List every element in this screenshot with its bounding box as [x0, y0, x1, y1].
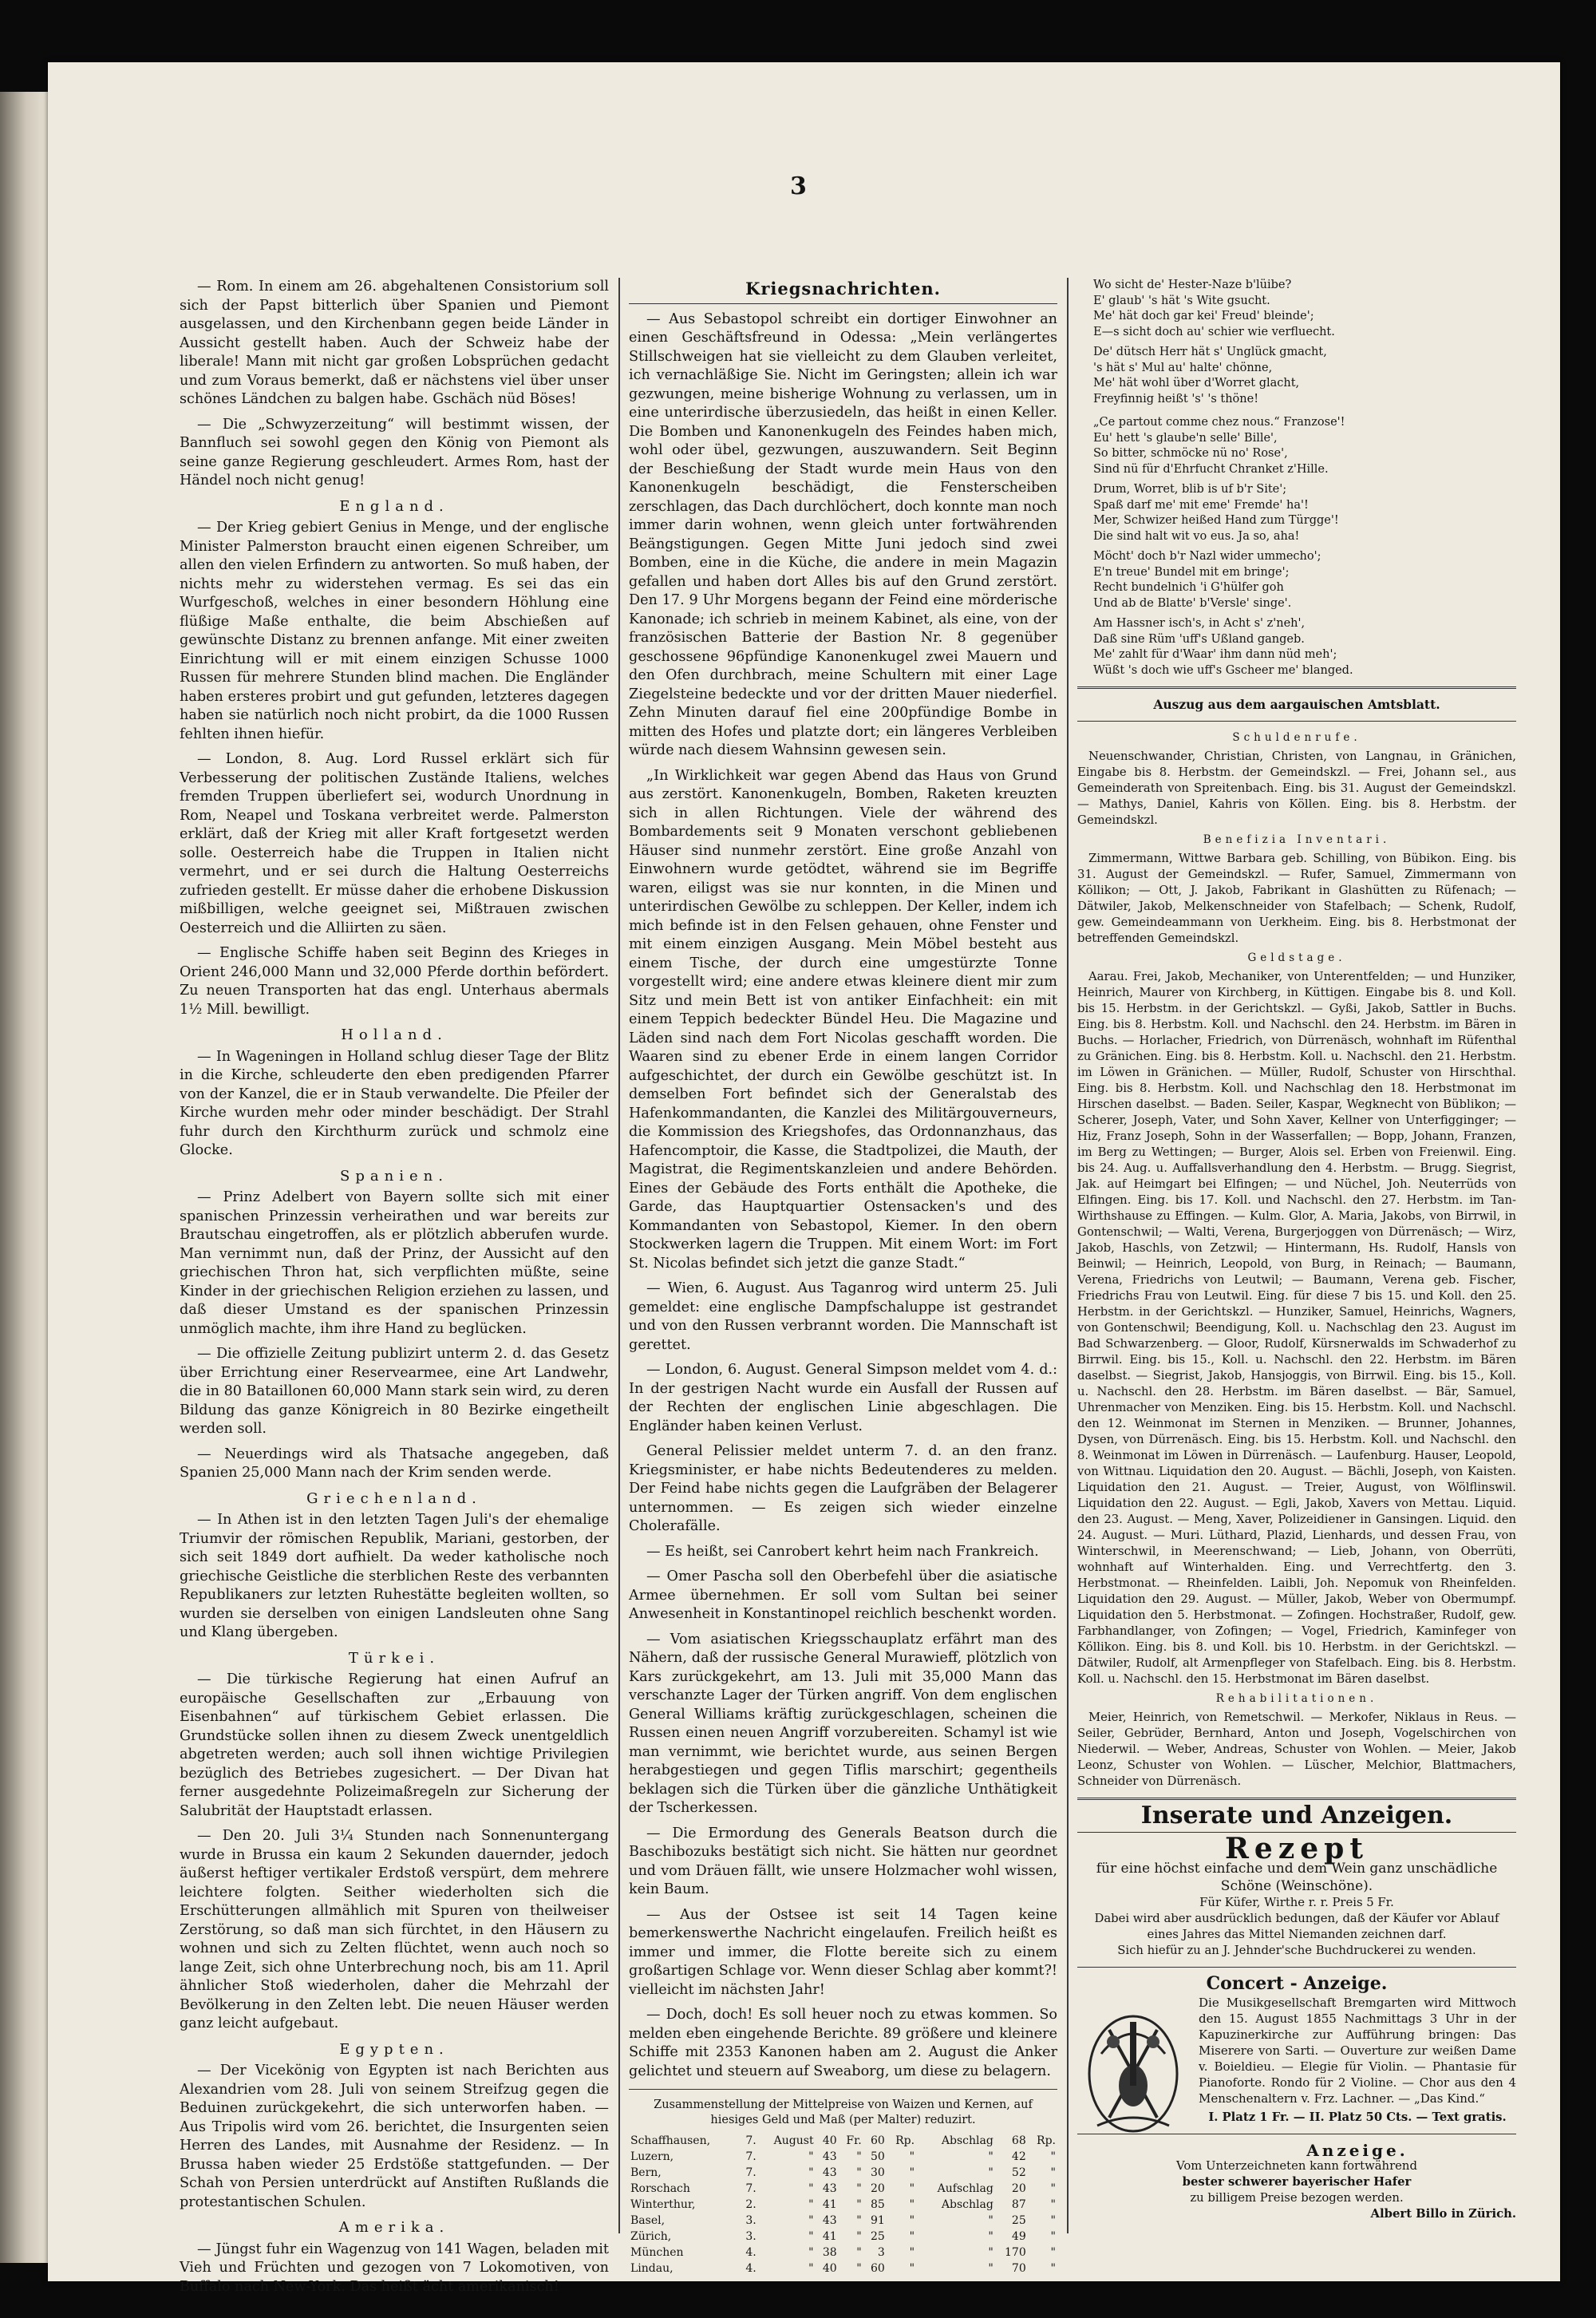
- price-table-cell: 25: [1011, 2214, 1026, 2227]
- notice-schuldenrufe: Neuenschwander, Christian, Christen, von Langnau, in Gränichen, Eingabe bis 8. Herbstm. der Gemeindskzl. — Frei, Johann sel., aus Gemeinderath von Spreitenbach. Eing. bis 31. August der Gemeindskzl. — Mathys, Daniel, Kahris von Köllen. Eing. bis 8. Herbstm. der Gemeindskzl.: [1077, 750, 1516, 827]
- price-table-cell: 3.: [745, 2214, 757, 2227]
- poem-stanzas-1: [1093, 278, 1516, 407]
- price-table-caption: Zusammenstellung der Mittelpreise von Waizen und Kernen, auf hiesiges Geld und Maß (per Malter) reduzirt.: [654, 2098, 1033, 2126]
- price-table-cell: ": [1050, 2150, 1056, 2163]
- subheading-benefizia: Benefizia Inventari.: [1203, 833, 1391, 846]
- section-heading-tuerkei: Türkei.: [348, 1649, 440, 1667]
- poem-stanzas-2: [1093, 415, 1516, 678]
- price-table-cell: 50: [870, 2150, 885, 2163]
- article-spanien-2: — Die offizielle Zeitung publizirt unterm 2. d. das Gesetz über Errichtung einer Reservearmee, eine Art Landwehr, die in 80 Bataillonen 60,000 Mann stark sein wird, zu deren Bildung das ganze Königreich in 80 Bezirke eingetheilt werden soll.: [180, 1346, 609, 1437]
- ad-concert-prices: I. Platz 1 Fr. — II. Platz 50 Cts. — Text gratis.: [1208, 2110, 1507, 2124]
- subheading-geldstage: Geldstage.: [1247, 951, 1346, 964]
- price-table-row: [629, 2261, 1057, 2276]
- price-table-row: [629, 2197, 1057, 2213]
- article-egypten: — Der Vicekönig von Egypten ist nach Berichten aus Alexandrien vom 28. Juli von seinem Streifzug gegen die Beduinen zurückgekehrt, die sich unterworfen haben. — Aus Tripolis wird vom 26. berichtet, die Insurgenten seien Herren des Landes, mit Ausnahme der Residenz. — In Brussa haben wieder 25 Erdstöße stattgefunden. — Der Schah von Persien unterdrückt auf Anstiften Rußlands die protestantischen Schulen.: [180, 2063, 609, 2210]
- ad-anzeige-line: Vom Unterzeichneten kann fortwährend: [1176, 2159, 1417, 2173]
- price-table-cell: ": [909, 2246, 915, 2259]
- music-emblem-icon: [1077, 1998, 1189, 2142]
- ad-rezept-line: Sich hiefür zu an J. Jehnder'sche Buchdruckerei zu wenden.: [1117, 1944, 1476, 1957]
- ad-concert-title: Concert - Anzeige.: [1206, 1973, 1388, 1994]
- price-table-cell: 41: [822, 2198, 837, 2211]
- book-spine: [0, 92, 48, 2263]
- price-table-cell: 68: [1011, 2134, 1026, 2147]
- article-sebastopol-2: „In Wirklichkeit war gegen Abend das Haus von Grund aus zerstört. Kanonenkugeln, Bomben, Raketen kreuzten sich in allen Richtungen. Viele der während des Bombardements seit 9 Monaten verschont gebliebenen Häuser sind nunmehr zerstört. Eine große Anzahl von Einwohnern wurde getödtet, während sie im Begriffe waren, eiligst was sie nur konnten, in die Minen und unterirdischen Gewölbe zu schleppen. Der Keller, indem ich mich befinde ist in den Felsen gehauen, ohne Fenster und mit einem einzigen Ausgang. Mein Möbel besteht aus einem Tische, der durch eine umgestürzte Tonne vorgestellt wird; eine andere etwas kleinere dient mir zum Sitz und mein Bett ist von antiker Einfachheit: ein mit einem Teppich bedeckter Bündel Heu. Die Magazine und Läden sind nach dem Fort Nicolas geschafft worden. Die Waaren sind zu ebener Erde in einem langen Corridor aufgeschichtet, der durch ein Gewölbe geschützt ist. In demselben Fort befindet sich der Generalstab des Hafenkommandanten, die Kanzlei des Militärgouverneurs, die Kommission des Kriegshofes, das Ordonnanzhaus, das Hafencomptoir, die Kasse, die Stadtpolizei, die Mauth, der Magistrat, die Regimentskanzleien und andere Behörden. Eines der Gebäude des Forts enthält die Apotheke, die Garde, das Hauptquartier Ostensacken's und des Kommandanten von Sebastopol, Kiemer. In den obern Stockwerken lagern die Truppen. Mit einem Wort: im Fort St. Nicolas befindet sich jetzt die ganze Stadt.“: [629, 767, 1057, 1272]
- ad-rezept-line: für eine höchst einfache und dem Wein ganz unschädliche Schöne (Weinschöne).: [1096, 1861, 1498, 1894]
- price-table-cell: 43: [822, 2214, 837, 2227]
- price-table-cell: 20: [870, 2182, 885, 2195]
- price-table-cell: Winterthur,: [630, 2198, 696, 2211]
- price-table-row: [629, 2213, 1057, 2229]
- notice-benefizia: Zimmermann, Wittwe Barbara geb. Schilling, von Bübikon. Eing. bis 31. August der Gemeindskzl. — Rufer, Samuel, Zimmermann von Köllikon; — Ott, J. Jakob, Fabrikant in Glashütten zu Rüfenach; — Dätwiler, Jakob, Melkenschneider von Stafelbach; — Schenk, Rudolf, gew. Gemeindeammann von Uerkheim. Eing. bis 8. Herbstmonat der betreffenden Gemeindskzl.: [1077, 852, 1516, 945]
- price-table-cell: ": [988, 2166, 994, 2179]
- price-table-cell: ": [856, 2182, 862, 2195]
- price-table-cell: ": [808, 2182, 814, 2195]
- article-pelissier: General Pelissier meldet unterm 7. d. an den franz. Kriegsminister, er habe nichts Bedeutenderes zu melden. Der Feind habe nichts gegen die Laufgräben der Belagerer unternommen. — Es zeigen sich wieder einzelne Cholerafälle.: [629, 1443, 1057, 1534]
- price-table-cell: ": [808, 2150, 814, 2163]
- poem-line: Freyfinnig heißt 's' 's thöne!: [1093, 392, 1259, 405]
- price-table-cell: 4.: [745, 2246, 757, 2259]
- article-rom: — Rom. In einem am 26. abgehaltenen Consistorium soll sich der Papst bitterlich über Spanien und Piemont ausgelassen, und den Kirchenbann gegen beide Länder in Aussicht gestellt haben. Auch der Schweiz habe der liberale! Mann mit nicht gar großen Lobsprüchen gedacht und zum Voraus bemerkt, daß er nächstens viel über unser schönes Ländchen zu balgen habe. Gschäch nüd Böses!: [180, 279, 609, 407]
- price-table-cell: 20: [1011, 2182, 1026, 2195]
- article-england-3: — Englische Schiffe haben seit Beginn des Krieges in Orient 246,000 Mann und 32,000 Pferde dorthin befördert. Zu neuen Transporten hat das engl. Unterhaus abermals 1½ Mill. bewilligt.: [180, 945, 609, 1018]
- section-heading-spanien: Spanien.: [340, 1167, 448, 1185]
- price-table-cell: Abschlag: [941, 2134, 994, 2147]
- poem-line: Spaß darf me' mit eme' Fremde' ha'!: [1093, 498, 1309, 512]
- page-number: 3: [790, 172, 807, 200]
- column-middle: [629, 278, 1057, 2276]
- price-table-row: [629, 2165, 1057, 2181]
- section-heading-amerika: Amerika.: [338, 2219, 450, 2236]
- price-table-cell: ": [909, 2150, 915, 2163]
- poem-line: E—s sicht doch au' schier wie verfluecht.: [1093, 325, 1335, 338]
- price-table-cell: 49: [1011, 2230, 1026, 2243]
- price-table-cell: ": [1050, 2262, 1056, 2275]
- price-table-cell: Basel,: [630, 2214, 666, 2227]
- poem-line: Me' hät doch gar kei' Freud' bleinde';: [1093, 310, 1314, 322]
- price-table-cell: 60: [870, 2262, 885, 2275]
- poem-line: So bitter, schmöcke nü no' Rose',: [1093, 447, 1288, 460]
- ad-anzeige-line: zu billigem Preise bezogen werden.: [1190, 2191, 1404, 2205]
- price-table-cell: 41: [822, 2230, 837, 2243]
- price-table-cell: ": [856, 2230, 862, 2243]
- price-table-cell: ": [1050, 2230, 1056, 2243]
- price-table-cell: 70: [1011, 2262, 1026, 2275]
- poem-line: Wüßt 's doch wie uff's Gscheer me' blanged.: [1093, 663, 1353, 677]
- article-canrobert: — Es heißt, sei Canrobert kehrt heim nach Frankreich.: [646, 1543, 1039, 1560]
- article-england-2: — London, 8. Aug. Lord Russel erklärt sich für Verbesserung der politischen Zustände Italiens, welches fremden Truppen überliefert sei, wodurch Unordnung in Rom, Neapel und Toskana verbreitet werde. Palmerston erklärt, daß der Krieg mit aller Kraft fortgesetzt werden solle. Oesterreich habe die Truppen in Italien nicht vermehrt, und er sei durch die Haltung Oesterreichs zufrieden gestellt. Er müsse daher die erhobene Diskussion mißbilligen, welche geeignet sei, Mißtrauen zwischen Oesterreich und die Alliirten zu säen.: [180, 751, 609, 936]
- price-table-cell: ": [909, 2230, 915, 2243]
- article-tuerkei-2: — Den 20. Juli 3¼ Stunden nach Sonnenuntergang wurde in Brussa ein kaum 2 Sekunden dauernder, jedoch äußerst heftiger vertikaler Erdstoß verspürt, dem mehrere leichtere folgten. Seither wiederholten sich die Erschütterungen allmählich mit Spuren von theilweiser Zerstörung, so daß man sich fürchtet, in den Häusern zu wohnen und sich zu Zelten flüchtet, wenn auch noch so lange Zeit, sich ohne Unterbrechung noch, bis am 11. April ähnlicher Stoß wiederholen, daher die Mehrzahl der Bevölkerung in den Zelten lebt. Die neuen Häuser werden ganz leicht aufgebaut.: [180, 1828, 609, 2031]
- price-table-cell: ": [856, 2150, 862, 2163]
- price-table-cell: 2.: [745, 2198, 757, 2211]
- price-table-cell: 91: [870, 2214, 885, 2227]
- price-table-cell: ": [988, 2246, 994, 2259]
- price-table-cell: 25: [870, 2230, 885, 2243]
- article-beatson: — Die Ermordung des Generals Beatson durch die Baschibozuks bestätigt sich nicht. Sie hätten nur geordnet und vom Dräuen fällt, wie unsere Holzmacher wohl wissen, kein Baum.: [629, 1825, 1057, 1897]
- article-london: — London, 6. August. General Simpson meldet vom 4. d.: In der gestrigen Nacht wurde ein Ausfall der Russen auf der Rechten der englischen Linie abgeschlagen. Die Engländer haben keinen Verlust.: [629, 1362, 1057, 1434]
- divider: [1077, 1798, 1516, 1800]
- newspaper-page: [48, 62, 1560, 2295]
- price-table-cell: ": [988, 2150, 994, 2163]
- divider: [1077, 686, 1516, 689]
- poem-line: Recht bundelnich 'i G'hülfer goh: [1093, 581, 1284, 594]
- price-table-cell: 7.: [745, 2166, 757, 2179]
- price-table-cell: ": [808, 2166, 814, 2179]
- price-table-row: [629, 2133, 1057, 2149]
- article-tuerkei-1: — Die türkische Regierung hat einen Aufruf an europäische Gesellschaften zur „Erbauung von Eisenbahnen“ auf türkischem Gebiet erlassen. Die Grundstücke sollen ihnen zu diesem Zweck unentgeldlich abgetreten werden; auch soll ihnen wichtige Privilegien bezüglich des Betriebes zugesichert. — Der Divan hat ferner ausgedehnte Polizeimaßregeln zur Sicherung der Salubrität der Hauptstadt erlassen.: [180, 1671, 609, 1819]
- article-wien: — Wien, 6. August. Aus Taganrog wird unterm 25. Juli gemeldet: eine englische Dampfschaluppe ist gestrandet und von den Russen verbrannt worden. Die Mannschaft ist gerettet.: [629, 1280, 1057, 1353]
- price-table-cell: Rp.: [895, 2134, 915, 2147]
- price-table-cell: ": [808, 2198, 814, 2211]
- price-table-row: [629, 2245, 1057, 2261]
- poem-line: Am Hassner isch's, in Acht s' z'neh',: [1093, 617, 1306, 630]
- section-heading-egypten: Egypten.: [339, 2040, 449, 2058]
- poem-line: Die sind halt wit vo eus. Ja so, aha!: [1093, 529, 1300, 543]
- poem-line: 's hät s' Mul au' halte' chönne,: [1093, 361, 1273, 374]
- divider: [1077, 721, 1516, 722]
- poem-line: Mer, Schwizer heißed Hand zum Türgge'!: [1093, 514, 1339, 527]
- price-table-cell: ": [856, 2166, 862, 2179]
- price-table-cell: Schaffhausen,: [630, 2134, 711, 2147]
- divider: [629, 2089, 1057, 2090]
- price-table-cell: Zürich,: [630, 2230, 672, 2243]
- poem-line: Daß sine Rüm 'uff's Ußland gangeb.: [1093, 632, 1305, 646]
- section-heading-griechenland: Griechenland.: [306, 1489, 482, 1507]
- price-table-cell: ": [856, 2246, 862, 2259]
- price-table-cell: ": [808, 2214, 814, 2227]
- price-table-cell: ": [909, 2198, 915, 2211]
- price-table-cell: 7.: [745, 2150, 757, 2163]
- price-table-cell: 87: [1011, 2198, 1026, 2211]
- poem-line: Drum, Worret, blib is uf b'r Site';: [1093, 483, 1287, 496]
- price-table-cell: 7.: [745, 2134, 757, 2147]
- ad-concert-body: Die Musikgesellschaft Bremgarten wird Mittwoch den 15. August 1855 Nachmittags 3 Uhr in der Kapuzinerkirche zur Aufführung bringen: Das Miserere von Sarti. — Ouverture zur weißen Dame v. Boieldieu. — Elegie für Violin. — Phantasie für Pianoforte. Rondo für 2 Violine. — Chor aus den 4 Menschenaltern v. Frz. Lachner. — „Das Kind.“: [1199, 1996, 1516, 2106]
- price-table-cell: August: [773, 2134, 814, 2147]
- price-table-cell: ": [856, 2262, 862, 2275]
- price-table-cell: ": [988, 2262, 994, 2275]
- ad-anzeige-title: Anzeige.: [1306, 2141, 1408, 2160]
- price-table-cell: ": [909, 2214, 915, 2227]
- price-table-cell: 42: [1011, 2150, 1026, 2163]
- price-table-cell: Rorschach: [630, 2182, 690, 2195]
- price-table-cell: 52: [1011, 2166, 1026, 2179]
- price-table-cell: 43: [822, 2182, 837, 2195]
- poem-line: Me' hät wohl über d'Worret glacht,: [1093, 377, 1300, 390]
- article-sweaborg: — Doch, doch! Es soll heuer noch zu etwas kommen. So melden eben eingehende Berichte. 89 größere und kleinere Schiffe mit 2353 Kanonen haben am 2. August die Anker gelichtet und steuern auf Sweaborg, um diese zu belagern.: [629, 2007, 1057, 2079]
- article-sebastopol-1: — Aus Sebastopol schreibt ein dortiger Einwohner an einen Geschäftsfreund in Odessa: „Mein verlängertes Stillschweigen hat sie vielleicht zu dem Glauben verleitet, ich vernachläßige Sie. Nicht im Geringsten; allein ich war gezwungen, meine bisherige Wohnung zu verlassen, um in eine unterirdische überzusiedeln, das heißt in einen Keller. Die Bomben und Kanonenkugeln des Feindes haben mich, wohl oder übel, gezwungen, auszuwandern. Seit Beginn der Beschießung der Stadt wurde mein Haus von den Kanonenkugeln beschädigt, die Fensterscheiben zerschlagen, das Dach durchlöchert, doch konnte man noch immer darin wohnen, wenn gleich unter fortwährenden Beängstigungen. Gegen Mitte Juni jedoch sind zwei Bomben, eine in die Küche, die andere in mein Magazin gefallen und haben dort Alles bis auf den Grund zerstört. Den 17. 9 Uhr Morgens begann der Feind eine mörderische Kanonade; ich schrieb in meinem Kabinet, als eine, von der französischen Batterie der Bastion Nr. 8 gegenüber geschossene 96pfündige Kanonenkugel zwei Mauern und den Ofen durchbrach, meine Schultern mit einer Lage Ziegelsteine bedeckte und vor der dritten Mauer niederfiel. Zehn Minuten darauf fiel eine 200pfündige Bombe in mitten des Hofes und platzte dort; ein längeres Verbleiben würde nach diesem Wahnsinn gewesen sein.: [629, 311, 1057, 758]
- price-table-cell: Abschlag: [941, 2198, 994, 2211]
- article-ostsee: — Aus der Ostsee ist seit 14 Tagen keine bemerkenswerthe Nachricht eingelaufen. Freilich heißt es immer und immer, die Flotte bereite sich zu einem großartigen Schlage vor. Wenn dieser Schlag aber kommt?! vielleicht im nächsten Jahr!: [629, 1906, 1057, 1998]
- price-table-cell: ": [1050, 2214, 1056, 2227]
- price-table-cell: 4.: [745, 2262, 757, 2275]
- amtsblatt-heading: Auszug aus dem aargauischen Amtsblatt.: [1153, 697, 1440, 712]
- ad-anzeige-signature: Albert Billo in Zürich.: [1370, 2207, 1516, 2221]
- price-table-cell: ": [1050, 2246, 1056, 2259]
- article-griechenland: — In Athen ist in den letzten Tagen Juli's der ehemalige Triumvir der römischen Republik, Mariani, gestorben, der sich seit 1849 dort aufhielt. Da weder katholische noch griechische Geistliche die sterblichen Reste des verbannten Republikaners zur letzten Ruhestätte begleiten wollten, so wurden sie derselben von einigen Landsleuten ohne Sang und Klang übergeben.: [180, 1512, 609, 1640]
- poem-line: E'n treue' Bundel mit em bringe';: [1093, 565, 1290, 579]
- column-rule-1: [618, 278, 620, 2233]
- price-table: [629, 2133, 1057, 2276]
- section-heading-holland: Holland.: [341, 1026, 448, 1043]
- price-table-cell: ": [856, 2214, 862, 2227]
- price-table-cell: ": [909, 2262, 915, 2275]
- price-table-cell: 170: [1005, 2246, 1026, 2259]
- price-table-cell: ": [856, 2198, 862, 2211]
- poem-line: Und ab de Blatte' b'Versle' singe'.: [1093, 596, 1292, 610]
- poem-line: E' glaub' 's hät 's Wite gsucht.: [1093, 294, 1270, 307]
- price-table-cell: Luzern,: [630, 2150, 674, 2163]
- poem-line: Sind nü für d'Ehrfucht Chranket z'Hille.: [1093, 462, 1329, 476]
- article-omer-pascha: — Omer Pascha soll den Oberbefehl über die asiatische Armee übernehmen. Er soll vom Sultan bei seiner Anwesenheit in Konstantinopel reichlich beschenkt worden.: [629, 1568, 1057, 1622]
- article-schwyzerzeitung: — Die „Schwyzerzeitung“ will bestimmt wissen, der Bannfluch sei sowohl gegen den König von Piemont als seine ganze Regierung geschleudert. Armes Rom, hast der Händel noch nicht genug!: [180, 416, 609, 489]
- price-table-cell: 3.: [745, 2230, 757, 2243]
- price-table-cell: 40: [822, 2262, 837, 2275]
- price-table-cell: 43: [822, 2150, 837, 2163]
- article-amerika: — Jüngst fuhr ein Wagenzug von 141 Wagen, beladen mit Vieh und Früchten und gezogen von 7 Lokomotiven, von Buffalo nach New-York. Das heißt ächt amerikanisch!: [180, 2241, 609, 2295]
- price-table-cell: ": [909, 2182, 915, 2195]
- ad-rezept-line: Für Küfer, Wirthe r. r. Preis 5 Fr.: [1199, 1896, 1394, 1909]
- subheading-rehabilitationen: Rehabilitationen.: [1215, 1692, 1378, 1705]
- poem-line: Möcht' doch b'r Nazl wider ummecho';: [1093, 550, 1321, 563]
- price-table-cell: ": [988, 2230, 994, 2243]
- price-table-cell: 30: [870, 2166, 885, 2179]
- price-table-cell: 85: [870, 2198, 885, 2211]
- price-table-cell: 40: [822, 2134, 837, 2147]
- poem-line: Wo sicht de' Hester-Naze b'lüibe?: [1093, 279, 1292, 291]
- price-table-cell: Bern,: [630, 2166, 662, 2179]
- price-table-cell: ": [988, 2214, 994, 2227]
- price-table-cell: ": [1050, 2182, 1056, 2195]
- price-table-cell: 43: [822, 2166, 837, 2179]
- article-holland: — In Wageningen in Holland schlug dieser Tage der Blitz in die Kirche, schleuderte den eben predigenden Pfarrer von der Kanzel, die er in Staub verwandelte. Die Pfeiler der Kirche wurden mehr oder minder beschädigt. Der Strahl fuhr durch den Kirchthurm zurück und schmolz eine Glocke.: [180, 1048, 609, 1158]
- ad-rezept-title: Rezept: [1225, 1832, 1369, 1865]
- price-table-row: [629, 2229, 1057, 2245]
- ad-rezept-line: Dabei wird aber ausdrücklich bedungen, daß der Käufer vor Ablauf eines Jahres das Mittel Niemanden zeichnen darf.: [1094, 1912, 1499, 1941]
- price-table-cell: ": [1050, 2166, 1056, 2179]
- notice-rehabilitationen: Meier, Heinrich, von Remetschwil. — Merkofer, Niklaus in Reus. — Seiler, Gebrüder, Bernhard, Anton und Joseph, Vogelschirchen von Niederwil. — Weber, Andreas, Schuster von Wohlen. — Meier, Jakob Leonz, Schuster von Wohlen. — Lüscher, Melchior, Blattmachers, Schneider von Dürrenäsch.: [1077, 1711, 1516, 1788]
- poem-line: „Ce partout comme chez nous.“ Franzose'!: [1093, 416, 1345, 429]
- poem-line: De' dütsch Herr hät s' Unglück gmacht,: [1093, 346, 1327, 358]
- price-table-cell: Lindau,: [630, 2262, 674, 2275]
- column-rule-2: [1067, 278, 1069, 2233]
- article-england-1: — Der Krieg gebiert Genius in Menge, und der englische Minister Palmerston braucht einen eigenen Schreiber, um allen den vielen Erfindern zu antworten. So muß haben, der nichts mehr zu widerstehen vermag. Es sei das ein Wurfgeschoß, welches in einer besondern Höhlung eine flüßige Maße enthalte, die beim Abschießen auf gewünschte Distanz zu brennen anfange. Mit einer zweiten Einrichtung will er mit einem einzigen Schusse 1000 Russen für mehrere Stunden blind machen. Die Engländer haben ersteres probirt und gut gefunden, letzteres dagegen haben sie natürlich noch nicht probirt, da die 1000 Russen fehlten ihnen hiefür.: [180, 520, 609, 742]
- ad-anzeige-line: bester schwerer bayerischer Hafer: [1182, 2175, 1412, 2189]
- poem-line: Eu' hett 's glaube'n selle' Bille',: [1093, 431, 1278, 445]
- price-table-cell: Rp.: [1037, 2134, 1056, 2147]
- price-table-row: [629, 2181, 1057, 2197]
- price-table-cell: 7.: [745, 2182, 757, 2195]
- price-table-cell: ": [808, 2262, 814, 2275]
- article-spanien-1: — Prinz Adelbert von Bayern sollte sich mit einer spanischen Prinzessin verheirathen und war bereits zur Brautschau eingetroffen, als er plötzlich abberufen wurde. Man vernimmt nun, daß der Prinz, der Aussicht auf den griechischen Thron hat, sich verpflichten müßte, seine Kinder in der griechischen Religion erziehen zu lassen, und daß dieser Umstand es der spanischen Prinzessin unmöglich machte, ihm ihre Hand zu beglücken.: [180, 1189, 609, 1337]
- article-spanien-3: — Neuerdings wird als Thatsache angegeben, daß Spanien 25,000 Mann nach der Krim senden werde.: [180, 1446, 609, 1481]
- price-table-cell: ": [1050, 2198, 1056, 2211]
- price-table-cell: ": [808, 2246, 814, 2259]
- price-table-cell: ": [909, 2166, 915, 2179]
- inserate-heading: Inserate und Anzeigen.: [1140, 1802, 1453, 1829]
- poem-line: Me' zahlt für d'Waar' ihm dann nüd meh';: [1093, 648, 1337, 661]
- price-table-cell: 60: [870, 2134, 885, 2147]
- subheading-schuldenrufe: Schuldenrufe.: [1232, 731, 1361, 744]
- price-table-cell: 3: [877, 2246, 885, 2259]
- column-right: [1077, 278, 1516, 2222]
- section-heading-kriegsnachrichten: Kriegsnachrichten.: [629, 279, 1057, 304]
- divider: [1077, 1967, 1516, 1968]
- column-left: [180, 278, 609, 2303]
- section-heading-england: England.: [339, 497, 449, 515]
- price-table-cell: 38: [822, 2246, 837, 2259]
- price-table-cell: Aufschlag: [937, 2182, 994, 2195]
- price-table-cell: München: [630, 2246, 684, 2259]
- article-asia: — Vom asiatischen Kriegsschauplatz erfährt man des Nähern, daß der russische General Murawieff, plötzlich von Kars zurückgekehrt, am 13. Juli mit 35,000 Mann das verschanzte Lager der Türken angriff. Von dem englischen General Williams kräftig zurückgeschlagen, scheinen die Russen einen neuen Angriff vorzubereiten. Schamyl ist wie man vernimmt, wie berichtet wurde, aus seinen Bergen herabgestiegen und gegen Tiflis marschirt; gegentheils beklagen sich die Türken über die gänzliche Unthätigkeit der Tscherkessen.: [629, 1631, 1057, 1816]
- price-table-cell: Fr.: [846, 2134, 862, 2147]
- notice-geldstage: Aarau. Frei, Jakob, Mechaniker, von Unterentfelden; — und Hunziker, Heinrich, Maurer von Kirchberg, in Küttigen. Eingabe bis 8. und Koll. bis 15. Herbstm. in der Gerichtskzl. — Gyßi, Jakob, Sattler in Buchs. Eing. bis 8. Herbstm. Koll. und Nachschl. den 24. Herbstm. im Bären in Buchs. — Horlacher, Friedrich, von Dürrenäsch, wohnhaft im Rüfenthal zu Gränichen. Eing. bis 8. Herbstm. Koll. u. Nachschl. den 21. Herbstm. im Löwen in Gränichen. — Müller, Rudolf, Schuster von Hirschthal. Eing. bis 8. Herbstm. Koll. und Nachschlag den 18. Herbstmonat im Hirschen daselbst. — Baden. Seiler, Kaspar, Wegknecht von Büblikon; — Scherer, Joseph, Vater, und Sohn Xaver, Kellner von Unterfigginger; — Hiz, Franz Joseph, Sohn in der Wasserfallen; — Bopp, Johann, Franzen, im Berg zu Wettingen; — Burger, Alois sel. Erben von Freienwil. Eing. bis 24. Aug. u. Auffallsverhandlung den 4. Herbstm. — Brugg. Siegrist, Jak. auf Heimgart bei Elfingen; — und Nüchel, Joh. Neuterrüds von Elfingen. Eing. bis 17. Koll. und Nachschl. den 27. Herbstm. im Tan-Wirthshause zu Effingen. — Kulm. Glor, A. Maria, Jakobs, von Birrwil, in Gontenschwil; — Walti, Verena, Burgerjoggen von Dürrenäsch; — Wirz, Jakob, Haschls, von Zetzwil; — Hintermann, Hs. Rudolf, Hansls von Beinwil; — Heinrich, Leopold, von Burg, in Reinach; — Baumann, Verena, Friedrichs von Leutwil; — Baumann, Verena geb. Fischer, Friedrichs Frau von Leutwil. Eing. für diese 7 bis 15. und Koll. den 25. Herbstm. in der Gerichtskzl. — Hunziker, Samuel, Heinrichs, Wagners, von Gontenschwil; Beendigung, Koll. u. Nachschlag den 23. August im Bad Schwarzenberg. — Gloor, Rudolf, Kürsnerwalds im Schwaderhof zu Birrwil. Eing. bis 15., Koll. u. Nachschl. den 22. Herbstm. im Bären daselbst. — Siegrist, Jakob, Hansjoggis, von Birrwil. Eing. bis 15., Koll. u. Nachschl. den 28. Herbstm. im Bären daselbst. — Bär, Samuel, Uhrenmacher von Menziken. Eing. bis 15. Herbstm. Koll. und Nachschl. den 12. Weinmonat im Sternen in Menziken. — Brunner, Johannes, Dysen, von Dürrenäsch. Eing. bis 15. Herbstm. Koll. und Nachschl. den 8. Weinmonat im Löwen in Dürrenäsch. — Laufenburg. Hauser, Leopold, von Wittnau. Liquidation den 20. August. — Bächli, Joseph, von Kaisten. Liquidation den 21. August. — Treier, August, von Wölflinswil. Liquidation den 22. August. — Egli, Jakob, Xavers von Mettau. Liquid. den 23. August. — Meng, Xaver, Polizeidiener in Gansingen. Liquid. den 24. August. — Muri. Lüthard, Plazid, Lienhards, und dessen Frau, von Winterschwil, in Meerenschwand; — Lieb, Johann, von Oberrüti, wohnhaft auf Winterhalden. Eing. und Verrechtfertg. den 3. Herbstmonat. — Rheinfelden. Laibli, Joh. Nepomuk von Rheinfelden. Liquidation den 29. August. — Müller, Jakob, Weber von Obermumpf. Liquidation den 5. Herbstmonat. — Zofingen. Hochstraßer, Rudolf, gew. Farbhandlanger, von Zofingen; — Vogel, Friedrich, Kaminfeger von Köllikon. Eing. bis 8. und Koll. bis 10. Herbstm. in der Gerichtskzl. — Dätwiler, Rudolf, alt Armenpfleger von Stafelbach. Eing. bis 8. Herbstm. Koll. u. Nachschl. den 15. Herbstmonat im Bären daselbst.: [1077, 970, 1516, 1686]
- price-table-row: [629, 2149, 1057, 2165]
- price-table-cell: ": [808, 2230, 814, 2243]
